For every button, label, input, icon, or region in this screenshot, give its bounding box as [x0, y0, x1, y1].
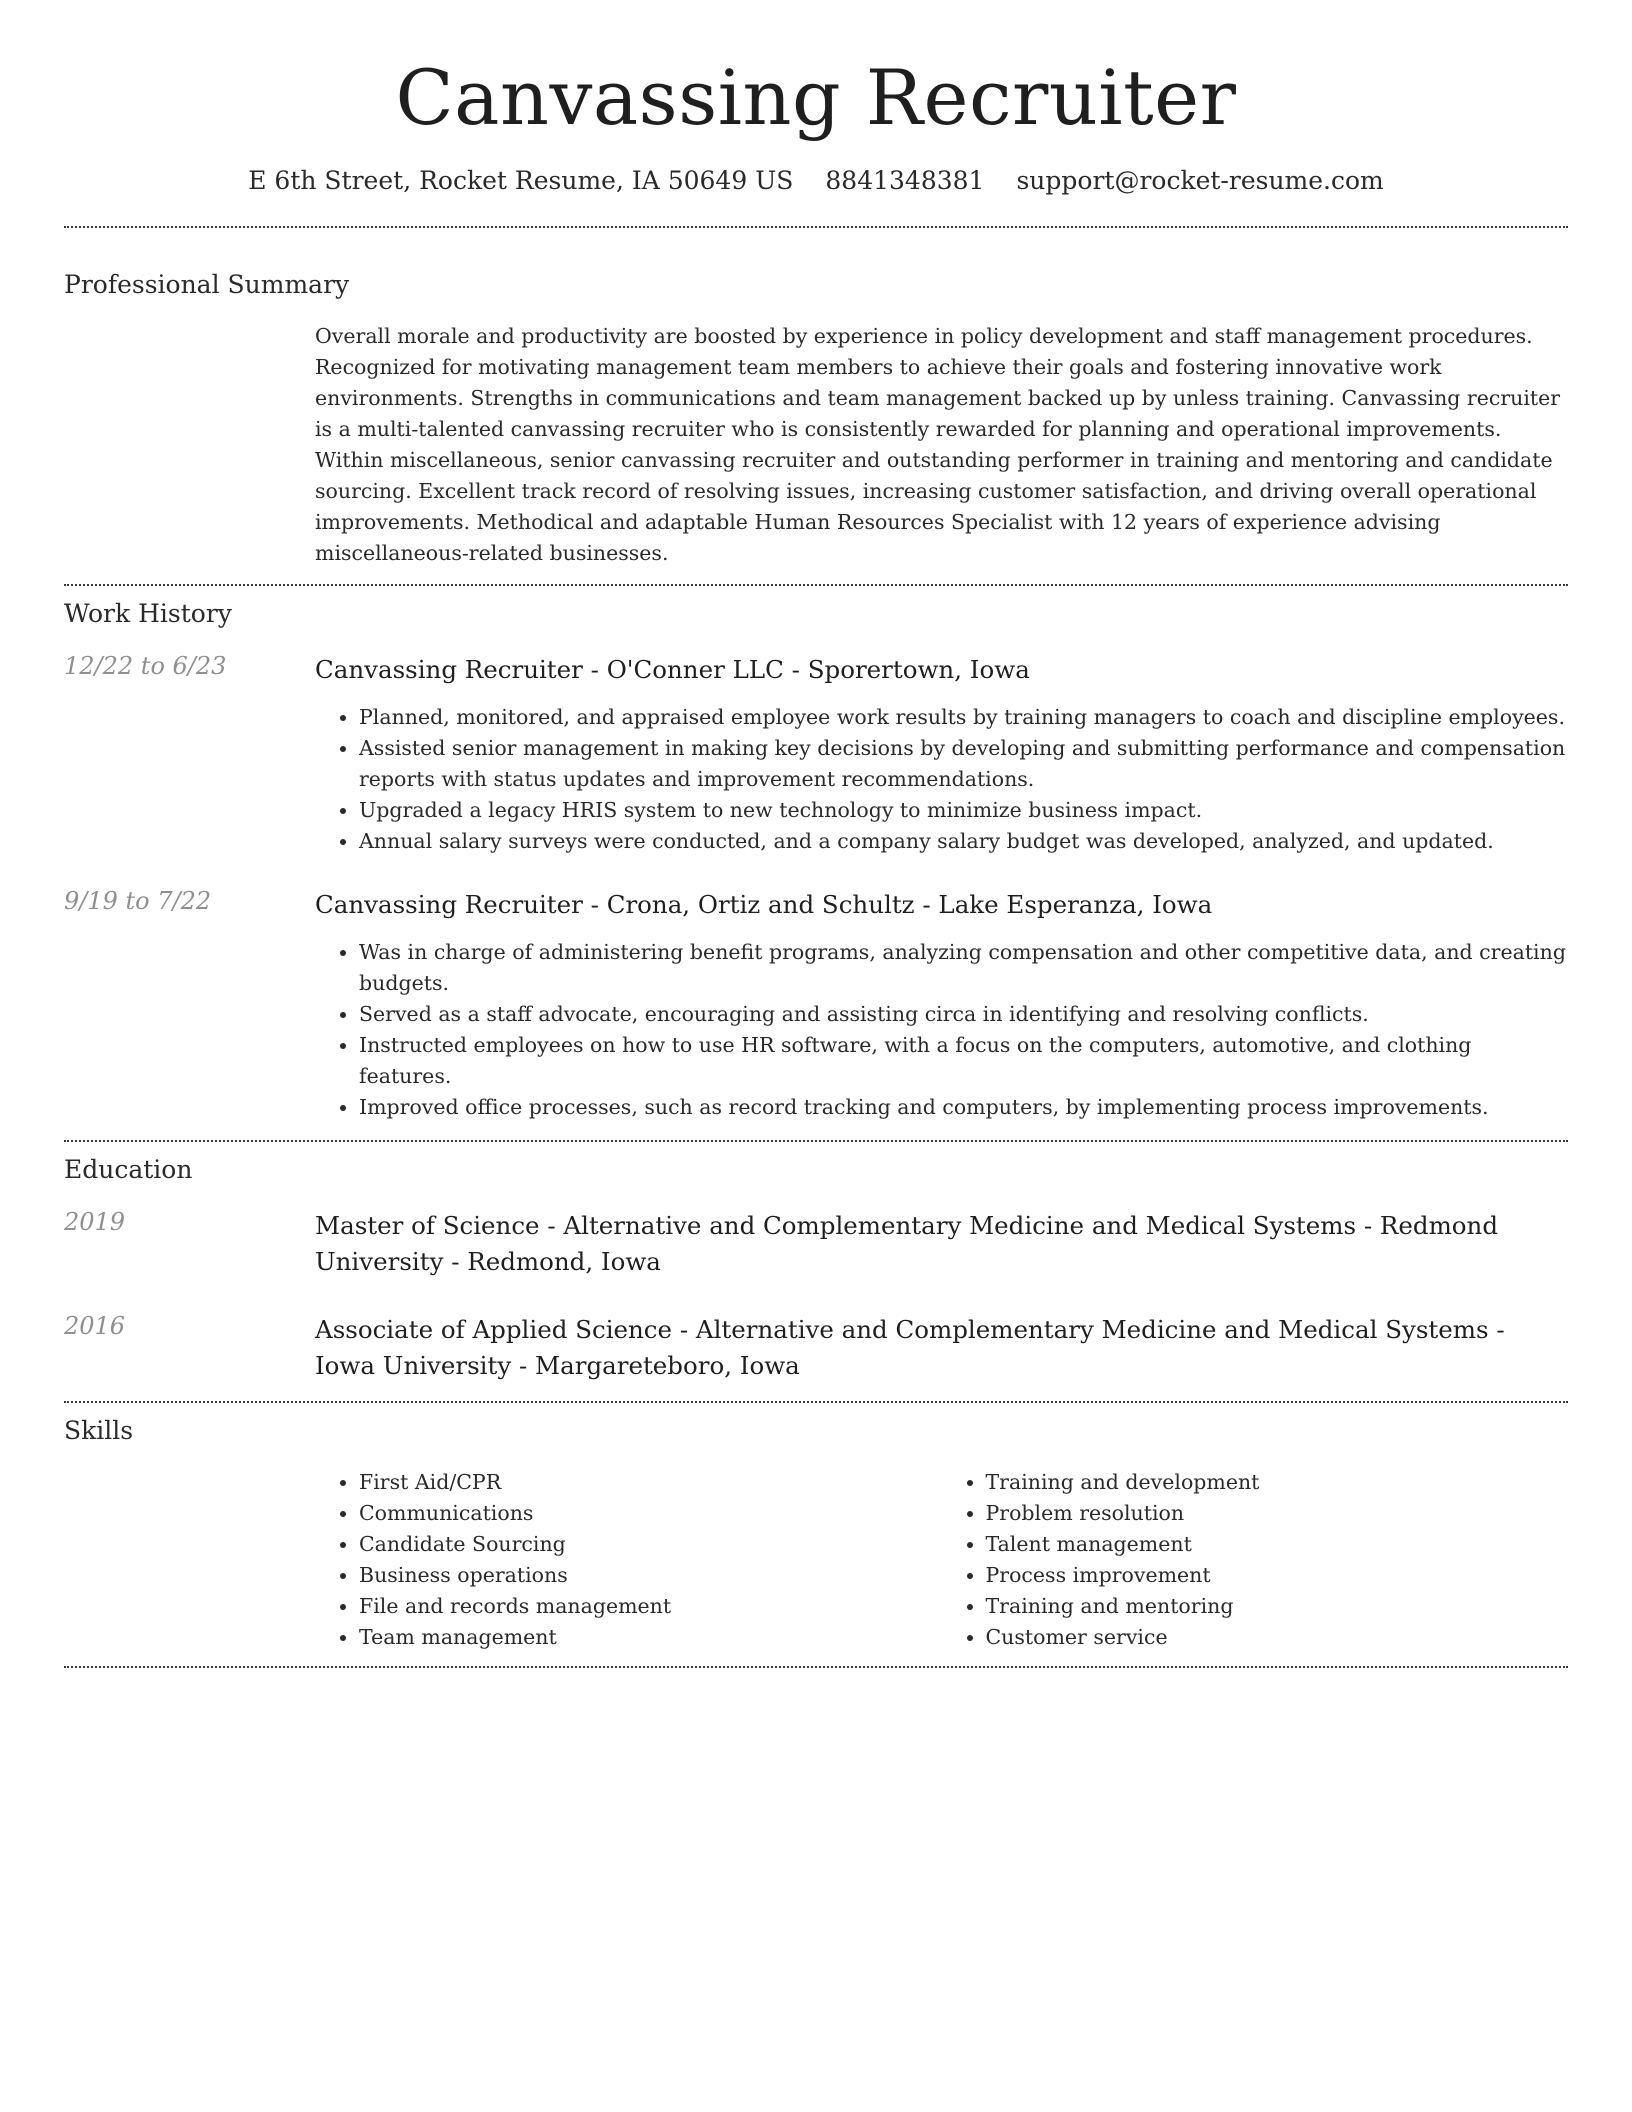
- job-bullet: • Served as a staff advocate, encouraging and assisting circa in identifying and resolving conflicts.: [359, 999, 1568, 1030]
- work-history-section: [64, 599, 1568, 1123]
- education-title: Master of Science - Alternative and Complementary Medicine and Medical Systems - Redmond University - Redmond, Iowa: [315, 1210, 1499, 1276]
- job-body: [315, 887, 1568, 1123]
- job-title: Canvassing Recruiter - O'Conner LLC - Sporertown, Iowa: [315, 654, 1030, 684]
- job-bullet: • Planned, monitored, and appraised employee work results by training managers to coach and discipline employees.: [359, 702, 1568, 733]
- summary-section: [64, 270, 1568, 569]
- skill-item: • Communications: [359, 1498, 942, 1529]
- work-history-heading: Work History: [64, 598, 232, 628]
- education-body: [315, 1208, 1568, 1280]
- skill-item: • Business operations: [359, 1560, 942, 1591]
- skill-item: • Process improvement: [986, 1560, 1569, 1591]
- job-entry: [64, 887, 1568, 1123]
- summary-heading: Professional Summary: [64, 269, 350, 299]
- job-title: Canvassing Recruiter - Crona, Ortiz and Schultz - Lake Esperanza, Iowa: [315, 889, 1213, 919]
- skill-item: • Training and development: [986, 1467, 1569, 1498]
- skill-item: • Talent management: [986, 1529, 1569, 1560]
- divider-work: [64, 1140, 1568, 1142]
- skills-list-right: [942, 1467, 1569, 1653]
- skills-list-left: [315, 1467, 942, 1653]
- divider-summary: [64, 584, 1568, 586]
- resume-page: [64, 0, 1568, 1668]
- candidate-name: Canvassing Recruiter: [395, 53, 1237, 142]
- skill-item: • Customer service: [986, 1622, 1569, 1653]
- education-heading: Education: [64, 1154, 193, 1184]
- skills-section: [64, 1416, 1568, 1653]
- contact-address: E 6th Street, Rocket Resume, IA 50649 US: [248, 165, 794, 195]
- job-bullet: • Was in charge of administering benefit programs, analyzing compensation and other competitive data, and creating budgets.: [359, 937, 1568, 999]
- skill-item: • First Aid/CPR: [359, 1467, 942, 1498]
- skill-item: • Problem resolution: [986, 1498, 1569, 1529]
- summary-text: Overall morale and productivity are boosted by experience in policy development and staff management procedures. Recognized for motivating management team members to achieve their goals and fostering innovative work environments. Strengths in communications and team management backed up by unless training. Canvassing recruiter is a multi-talented canvassing recruiter who is consistently rewarded for planning and operational improvements. Within miscellaneous, senior canvassing recruiter and outstanding performer in training and mentoring and candidate sourcing. Excellent track record of resolving issues, increasing customer satisfaction, and driving overall operational improvements. Methodical and adaptable Human Resources Specialist with 12 years of experience advising miscellaneous-related businesses.: [315, 323, 1561, 565]
- education-section: [64, 1155, 1568, 1384]
- job-bullet: • Annual salary surveys were conducted, and a company salary budget was developed, analyzed, and updated.: [359, 826, 1568, 857]
- skill-item: • Team management: [359, 1622, 942, 1653]
- job-bullets: [315, 937, 1568, 1123]
- job-date: 12/22 to 6/23: [64, 651, 227, 680]
- education-entry: [64, 1208, 1568, 1280]
- job-bullet: • Improved office processes, such as record tracking and computers, by implementing process improvements.: [359, 1092, 1568, 1123]
- divider-skills: [64, 1666, 1568, 1668]
- skills-columns: [315, 1467, 1568, 1653]
- education-date: 2016: [64, 1311, 126, 1340]
- divider-education: [64, 1401, 1568, 1403]
- contact-email: support@rocket-resume.com: [1016, 165, 1384, 195]
- contact-line: [64, 166, 1568, 195]
- job-body: [315, 652, 1568, 857]
- job-entry: [64, 652, 1568, 857]
- education-body: [315, 1312, 1568, 1384]
- contact-phone: 8841348381: [825, 165, 985, 195]
- skill-item: • Candidate Sourcing: [359, 1529, 942, 1560]
- education-title: Associate of Applied Science - Alternative and Complementary Medicine and Medical Systems - Iowa University - Margareteboro, Iowa: [315, 1314, 1505, 1380]
- job-bullet: • Upgraded a legacy HRIS system to new technology to minimize business impact.: [359, 795, 1568, 826]
- divider-header: [64, 226, 1568, 228]
- job-bullet: • Instructed employees on how to use HR software, with a focus on the computers, automotive, and clothing features.: [359, 1030, 1568, 1092]
- education-entry: [64, 1312, 1568, 1384]
- education-date: 2019: [64, 1207, 126, 1236]
- job-bullet: • Assisted senior management in making key decisions by developing and submitting performance and compensation reports with status updates and improvement recommendations.: [359, 733, 1568, 795]
- skill-item: • File and records management: [359, 1591, 942, 1622]
- job-date: 9/19 to 7/22: [64, 886, 212, 915]
- skills-heading: Skills: [64, 1415, 134, 1445]
- job-bullets: [315, 702, 1568, 857]
- skill-item: • Training and mentoring: [986, 1591, 1569, 1622]
